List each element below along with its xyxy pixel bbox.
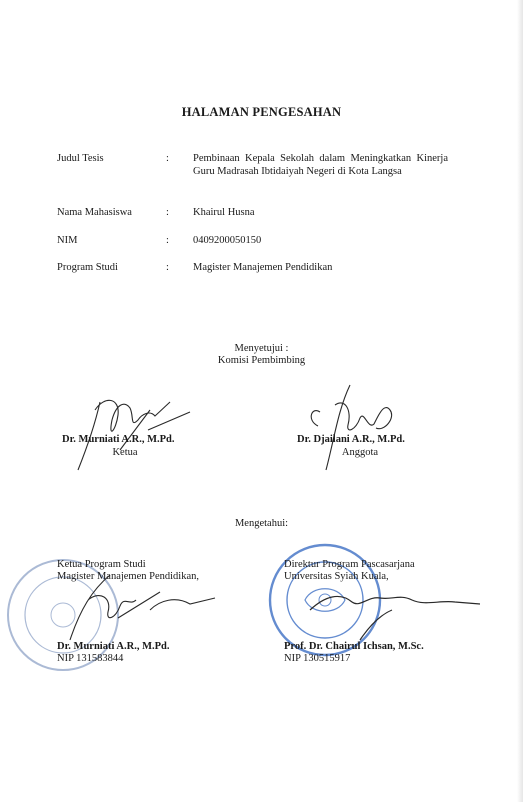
kaprodi-line2: Magister Manajemen Pendidikan, xyxy=(57,571,200,582)
direktur-name: Prof. Dr. Chairul Ichsan, M.Sc. xyxy=(284,641,424,652)
field-label-prodi: Program Studi xyxy=(57,262,118,273)
direktur-line1: Direktur Program Pascasarjana xyxy=(284,559,415,570)
page-edge-shadow xyxy=(517,0,523,802)
field-sep-nim: : xyxy=(166,235,169,246)
advisor1-role: Ketua xyxy=(112,447,138,458)
field-value-nim: 0409200050150 xyxy=(193,235,262,246)
direktur-nip: NIP 130515917 xyxy=(284,653,351,664)
kaprodi-name: Dr. Murniati A.R., M.Pd. xyxy=(57,641,170,652)
page-title: HALAMAN PENGESAHAN xyxy=(181,105,342,119)
kaprodi-line1: Ketua Program Studi xyxy=(57,559,146,570)
field-value-prodi: Magister Manajemen Pendidikan xyxy=(193,262,333,273)
advisor2-role: Anggota xyxy=(341,447,379,458)
acknowledged-heading: Mengetahui: xyxy=(234,518,289,529)
field-sep-nama: : xyxy=(166,207,169,218)
approval-heading: Menyetujui : xyxy=(234,343,289,354)
direktur-line2: Universitas Syiah Kuala, xyxy=(284,571,389,582)
advisor2-name: Dr. Djailani A.R., M.Pd. xyxy=(297,434,405,445)
field-sep-prodi: : xyxy=(166,262,169,273)
field-sep-judul: : xyxy=(166,153,169,164)
advisor1-name: Dr. Murniati A.R., M.Pd. xyxy=(62,434,175,445)
field-value-nama: Khairul Husna xyxy=(193,207,255,218)
committee-label: Komisi Pembimbing xyxy=(217,355,306,366)
field-label-judul: Judul Tesis xyxy=(57,153,104,164)
kaprodi-nip: NIP 131583844 xyxy=(57,653,124,664)
field-label-nama: Nama Mahasiswa xyxy=(57,207,132,218)
field-label-nim: NIM xyxy=(57,235,78,246)
field-value-judul: Pembinaan Kepala Sekolah dalam Meningkatkan Kinerja Guru Madrasah Ibtidaiyah Negeri di Kota Langsa xyxy=(193,153,448,177)
